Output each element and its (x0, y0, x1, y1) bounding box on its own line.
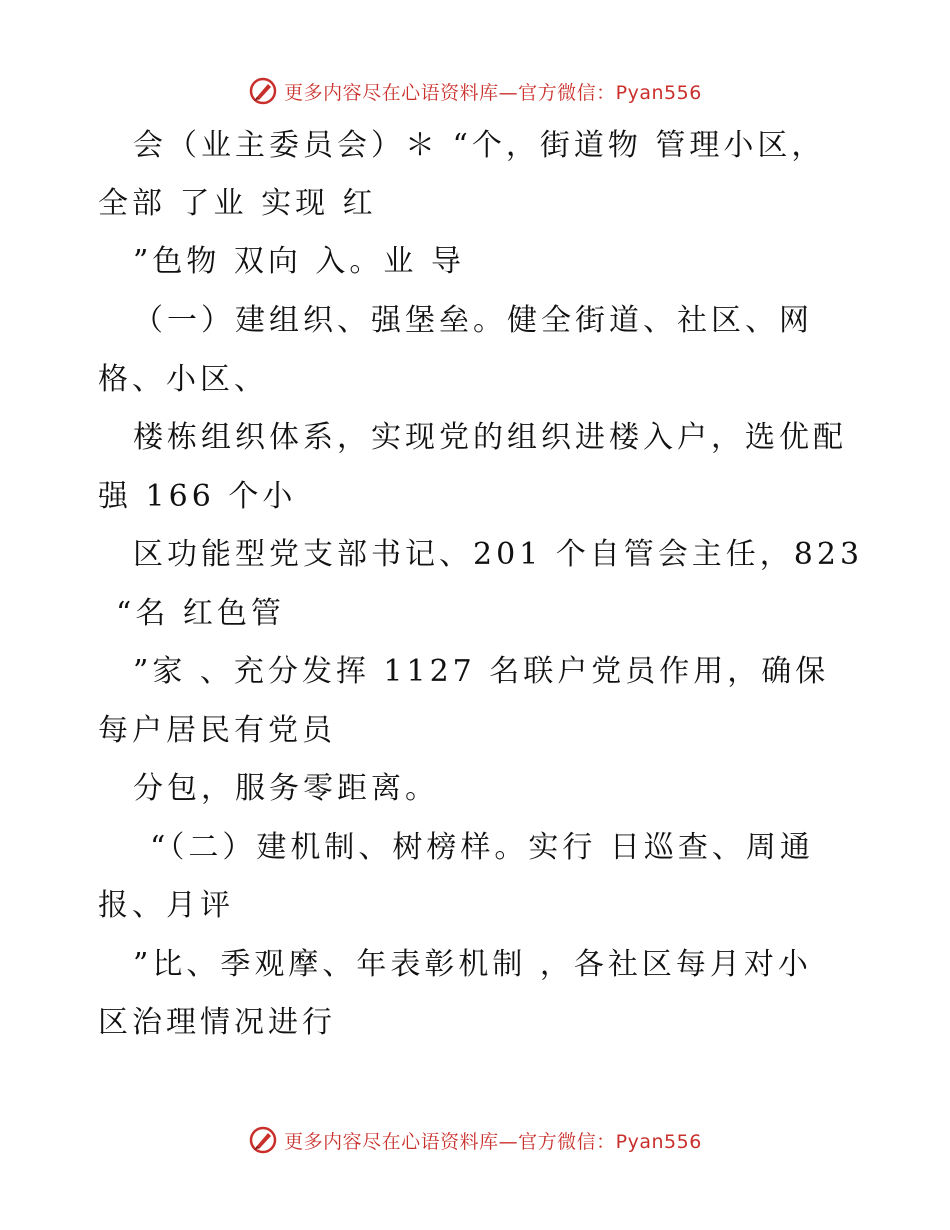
footer-banner-text: 更多内容尽在心语资料库—官方微信：Pyan556 (284, 1130, 702, 1153)
text-line: 区治理情况进行 (98, 1005, 336, 1040)
text-line: 格、小区、 (98, 362, 268, 397)
text-line: ”比、季观摩、年表彰机制 ，各社区每月对小 (133, 947, 812, 982)
text-line: ”色物 双向 入。业 导 (133, 244, 465, 279)
header-banner-text: 更多内容尽在心语资料库—官方微信：Pyan556 (284, 81, 702, 104)
text-line: ”家 、充分发挥 1127 名联户党员作用，确保 (133, 654, 830, 689)
text-line: “名 红色管 (116, 596, 285, 631)
text-line: 区功能型党支部书记、201 个自管会主任，823 (133, 537, 864, 572)
pen-in-circle-icon (248, 76, 278, 106)
pen-in-circle-icon (248, 1125, 278, 1155)
footer-banner (0, 1120, 950, 1160)
text-line: （一）建组织、强堡垒。健全街道、社区、网 (133, 303, 813, 338)
text-line: 全部 了业 实现 红 (98, 186, 377, 221)
text-line: 报、月评 (98, 888, 234, 923)
text-line: 楼栋组织体系，实现党的组织进楼入户，选优配 (133, 420, 847, 455)
text-line: 会（业主委员会）＊ “个，街道物 管理小区， (133, 128, 826, 163)
text-line: “（二）建机制、树榜样。实行 日巡查、周通 (150, 830, 814, 865)
header-banner (0, 71, 950, 111)
text-line: 强 166 个小 (98, 479, 297, 514)
text-line: 分包，服务零距离。 (133, 771, 439, 806)
text-line: 每户居民有党员 (98, 713, 336, 748)
